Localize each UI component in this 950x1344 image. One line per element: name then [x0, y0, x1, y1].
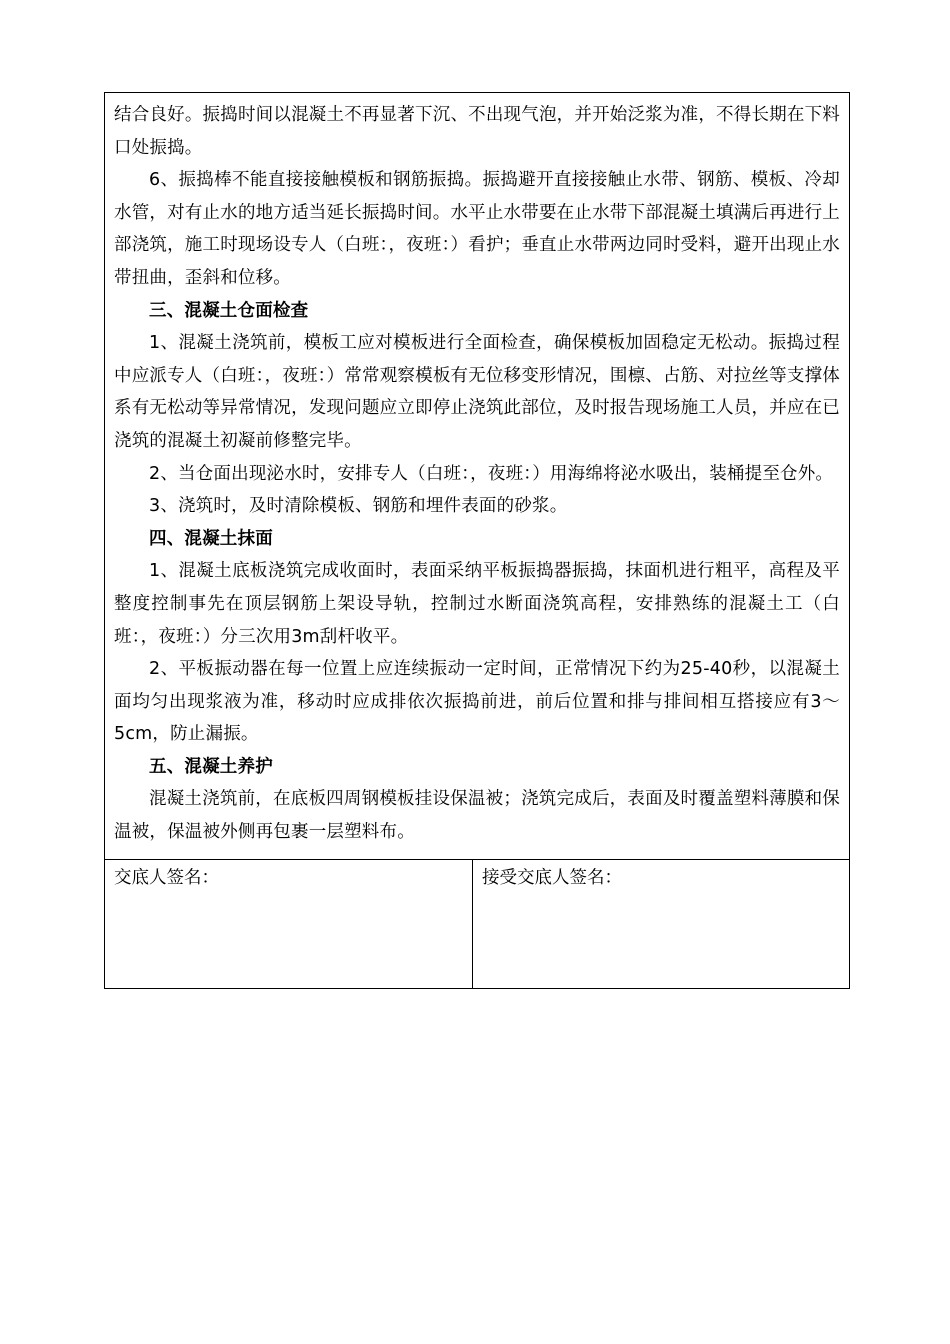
receiver-signature-cell — [473, 860, 849, 988]
section-heading-finishing: 四、混凝土抹面 — [149, 528, 273, 549]
paragraph-vibration-result: 结合良好。振捣时间以混凝土不再显著下沉、不出现气泡，并开始泛浆为准，不得长期在下料口处振捣。 — [114, 105, 840, 158]
paragraph-plate-vibrator: 2、平板振动器在每一位置上应连续振动一定时间，正常情况下约为25-40秒，以混凝土面均匀出现浆液为准，移动时应成排依次振捣前进，前后位置和排与排间相互搭接应有3～5cm，防止漏振。 — [114, 659, 840, 745]
paragraph-vibration-rod: 6、振捣棒不能直接接触模板和钢筋振捣。振捣避开直接接触止水带、钢筋、模板、冷却水管，对有止水的地方适当延长振捣时间。水平止水带要在止水带下部混凝土填满后再进行上部浇筑，施工时现场设专人（白班：，夜班：）看护；垂直止水带两边同时受料，避开出现止水带扭曲，歪斜和位移。 — [114, 170, 840, 288]
receiver-signature-label: 接受交底人签名： — [482, 867, 622, 888]
section-heading-curing: 五、混凝土养护 — [149, 756, 273, 777]
section-heading-inspection: 三、混凝土仓面检查 — [149, 300, 309, 321]
paragraph-formwork-check: 1、混凝土浇筑前，模板工应对模板进行全面检查，确保模板加固稳定无松动。振捣过程中应派专人（白班：，夜班：）常常观察模板有无位移变形情况，围檩、占筋、对拉丝等支撑体系有无松动等异常情况，发现问题应立即停止浇筑此部位，及时报告现场施工人员，并应在已浇筑的混凝土初凝前修整完毕。 — [114, 333, 840, 451]
paragraph-clean-mortar: 3、浇筑时，及时清除模板、钢筋和埋件表面的砂浆。 — [149, 496, 568, 517]
discloser-signature-cell — [105, 860, 473, 988]
discloser-signature-label: 交底人签名： — [114, 867, 219, 888]
paragraph-curing: 混凝土浇筑前，在底板四周钢模板挂设保温被；浇筑完成后，表面及时覆盖塑料薄膜和保温被，保温被外侧再包裹一层塑料布。 — [114, 789, 840, 843]
disclosure-table — [104, 92, 850, 989]
paragraph-surface-finish: 1、混凝土底板浇筑完成收面时，表面采纳平板振捣器振捣，抹面机进行粗平，高程及平整度控制事先在顶层钢筋上架设导轨，控制过水断面浇筑高程，安排熟练的混凝土工（白班：，夜班：）分三次用3m刮杆收平。 — [114, 561, 840, 647]
content-cell — [105, 93, 849, 860]
signature-row — [105, 860, 849, 988]
paragraph-bleed-water: 2、当仓面出现泌水时，安排专人（白班：，夜班：）用海绵将泌水吸出，装桶提至仓外。 — [149, 463, 834, 484]
